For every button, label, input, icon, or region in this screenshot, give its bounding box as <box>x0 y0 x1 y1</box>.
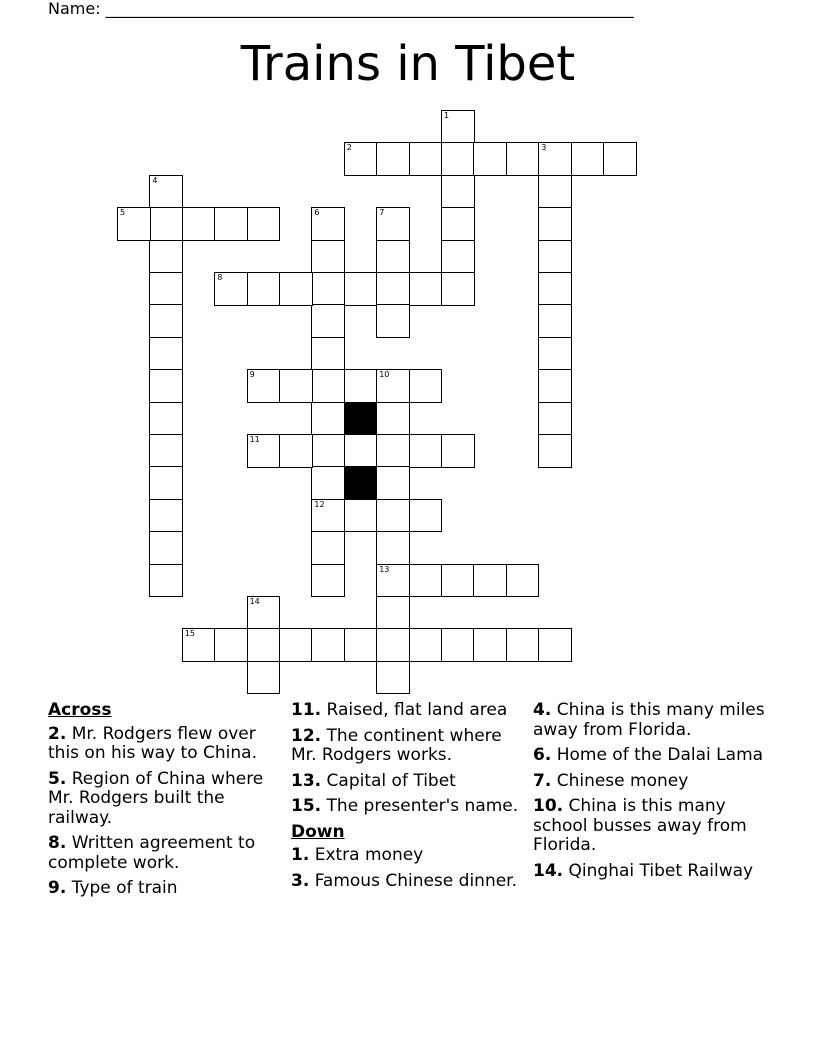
cell-number: 4 <box>152 175 158 185</box>
grid-cell[interactable] <box>603 142 637 176</box>
clue-column-1 <box>48 701 280 905</box>
grid-cell[interactable] <box>149 466 183 500</box>
grid-cell[interactable] <box>247 661 281 695</box>
grid-cell[interactable] <box>247 272 281 306</box>
clue-across-2: 2. Mr. Rodgers flew over this on his way to China. <box>48 723 257 763</box>
cell-number: 15 <box>184 629 195 639</box>
cell-number: 10 <box>379 370 390 380</box>
grid-cell[interactable] <box>311 402 345 436</box>
cell-number: 11 <box>249 435 260 444</box>
grid-cell[interactable] <box>214 207 248 241</box>
cell-number: 12 <box>314 499 325 509</box>
clue-down-14: 14. Qinghai Tibet Railway <box>533 860 754 881</box>
grid-cell[interactable] <box>376 661 410 695</box>
grid-cell[interactable] <box>344 142 378 176</box>
grid-cell[interactable] <box>344 272 378 306</box>
clue-column-3 <box>533 701 769 887</box>
cell-number: 8 <box>217 273 223 282</box>
page-title: Trains in Tibet <box>240 36 576 92</box>
cell-number: 6 <box>314 208 320 218</box>
cell-number: 14 <box>249 597 260 606</box>
grid-cell[interactable] <box>473 564 507 598</box>
grid-cell[interactable] <box>311 628 345 662</box>
black-square <box>344 466 378 500</box>
grid-cell[interactable] <box>409 142 443 176</box>
grid-cell[interactable] <box>571 142 605 176</box>
clue-across-9: 9. Type of train <box>48 878 178 898</box>
grid-cell[interactable] <box>311 207 345 241</box>
grid-cell[interactable] <box>538 272 572 306</box>
grid-cell[interactable] <box>279 369 313 403</box>
down-heading: Down <box>291 821 345 842</box>
grid-cell[interactable] <box>538 369 572 403</box>
clue-down-10: 10. China is this many school busses away from Florida. <box>533 796 747 855</box>
clue-down-1: 1. Extra money <box>291 845 424 865</box>
grid-cell[interactable] <box>376 142 410 176</box>
grid-cell[interactable] <box>247 628 281 662</box>
grid-cell[interactable] <box>506 628 540 662</box>
grid-cell[interactable] <box>149 240 183 274</box>
grid-cell[interactable] <box>344 434 378 468</box>
grid-cell[interactable] <box>247 596 281 630</box>
grid-cell[interactable] <box>538 304 572 338</box>
grid-cell[interactable] <box>311 369 345 403</box>
grid-cell[interactable] <box>149 531 183 565</box>
grid-cell[interactable] <box>538 142 572 176</box>
grid-cell[interactable] <box>311 564 345 598</box>
grid-cell[interactable] <box>409 369 443 403</box>
grid-cell[interactable] <box>441 240 475 274</box>
grid-cell[interactable] <box>409 272 443 306</box>
crossword-grid <box>117 110 571 694</box>
grid-cell[interactable] <box>376 499 410 533</box>
clue-down-4: 4. China is this many miles away from Florida. <box>533 700 765 740</box>
grid-cell[interactable] <box>279 272 313 306</box>
name-blank: __________________________________________________________________ <box>105 0 634 18</box>
grid-cell[interactable] <box>311 337 345 371</box>
clue-down-7: 7. Chinese money <box>533 770 689 791</box>
grid-cell[interactable] <box>376 466 410 500</box>
grid-cell[interactable] <box>376 531 410 565</box>
clue-across-12: 12. The continent where Mr. Rodgers works. <box>291 725 502 765</box>
grid-cell[interactable] <box>506 142 540 176</box>
grid-cell[interactable] <box>344 499 378 533</box>
clue-across-13: 13. Capital of Tibet <box>291 770 456 791</box>
grid-cell[interactable] <box>538 240 572 274</box>
across-heading: Across <box>48 700 112 720</box>
cell-number: 1 <box>444 111 450 120</box>
grid-cell[interactable] <box>311 272 345 306</box>
grid-cell[interactable] <box>149 207 183 241</box>
grid-cell[interactable] <box>538 628 572 662</box>
grid-cell[interactable] <box>149 564 183 598</box>
name-label: Name: <box>48 0 101 18</box>
grid-cell[interactable] <box>311 531 345 565</box>
grid-cell[interactable] <box>441 175 475 209</box>
grid-cell[interactable] <box>441 628 475 662</box>
grid-cell[interactable] <box>149 369 183 403</box>
name-line <box>48 0 634 18</box>
grid-cell[interactable] <box>441 110 475 144</box>
cell-number: 2 <box>346 143 352 153</box>
grid-cell[interactable] <box>344 628 378 662</box>
grid-cell[interactable] <box>441 564 475 598</box>
grid-cell[interactable] <box>279 628 313 662</box>
cell-number: 13 <box>379 564 390 574</box>
grid-cell[interactable] <box>409 564 443 598</box>
grid-cell[interactable] <box>376 628 410 662</box>
grid-cell[interactable] <box>149 434 183 468</box>
grid-cell[interactable] <box>149 499 183 533</box>
grid-cell[interactable] <box>117 207 151 241</box>
clue-column-2 <box>291 701 527 897</box>
grid-cell[interactable] <box>149 272 183 306</box>
cell-number: 5 <box>120 208 126 218</box>
grid-cell[interactable] <box>409 434 443 468</box>
grid-cell[interactable] <box>182 207 216 241</box>
grid-cell[interactable] <box>376 564 410 598</box>
grid-cell[interactable] <box>149 337 183 371</box>
grid-cell[interactable] <box>376 207 410 241</box>
grid-cell[interactable] <box>311 499 345 533</box>
grid-cell[interactable] <box>344 369 378 403</box>
grid-cell[interactable] <box>376 240 410 274</box>
grid-cell[interactable] <box>182 628 216 662</box>
grid-cell[interactable] <box>279 434 313 468</box>
grid-cell[interactable] <box>376 402 410 436</box>
grid-cell[interactable] <box>441 142 475 176</box>
grid-cell[interactable] <box>214 272 248 306</box>
grid-cell[interactable] <box>214 628 248 662</box>
grid-cell[interactable] <box>247 434 281 468</box>
grid-cell[interactable] <box>409 499 443 533</box>
grid-cell[interactable] <box>149 402 183 436</box>
grid-cell[interactable] <box>376 369 410 403</box>
grid-cell[interactable] <box>376 272 410 306</box>
grid-cell[interactable] <box>441 434 475 468</box>
grid-cell[interactable] <box>538 175 572 209</box>
cell-number: 9 <box>249 370 255 380</box>
grid-cell[interactable] <box>247 369 281 403</box>
cell-number: 3 <box>541 143 547 153</box>
grid-cell[interactable] <box>311 304 345 338</box>
clue-across-5: 5. Region of China where Mr. Rodgers built the railway. <box>48 768 264 828</box>
grid-cell[interactable] <box>473 142 507 176</box>
grid-cell[interactable] <box>149 175 183 209</box>
grid-cell[interactable] <box>538 337 572 371</box>
clue-across-15: 15. The presenter's name. <box>291 796 519 816</box>
grid-cell[interactable] <box>376 304 410 338</box>
grid-cell[interactable] <box>506 564 540 598</box>
grid-cell[interactable] <box>441 207 475 241</box>
grid-cell[interactable] <box>473 628 507 662</box>
grid-cell[interactable] <box>311 466 345 500</box>
grid-cell[interactable] <box>538 402 572 436</box>
black-square <box>344 402 378 436</box>
grid-cell[interactable] <box>311 240 345 274</box>
grid-cell[interactable] <box>409 628 443 662</box>
cell-number: 7 <box>379 208 385 218</box>
clue-across-8: 8. Written agreement to complete work. <box>48 833 256 873</box>
grid-cell[interactable] <box>149 304 183 338</box>
clue-down-3: 3. Famous Chinese dinner. <box>291 870 518 891</box>
grid-cell[interactable] <box>247 207 281 241</box>
clue-across-11: 11. Raised, flat land area <box>291 700 508 720</box>
grid-cell[interactable] <box>538 207 572 241</box>
grid-cell[interactable] <box>538 434 572 468</box>
grid-cell[interactable] <box>376 434 410 468</box>
grid-cell[interactable] <box>376 596 410 630</box>
grid-cell[interactable] <box>441 272 475 306</box>
clue-down-6: 6. Home of the Dalai Lama <box>533 745 764 765</box>
grid-cell[interactable] <box>311 434 345 468</box>
